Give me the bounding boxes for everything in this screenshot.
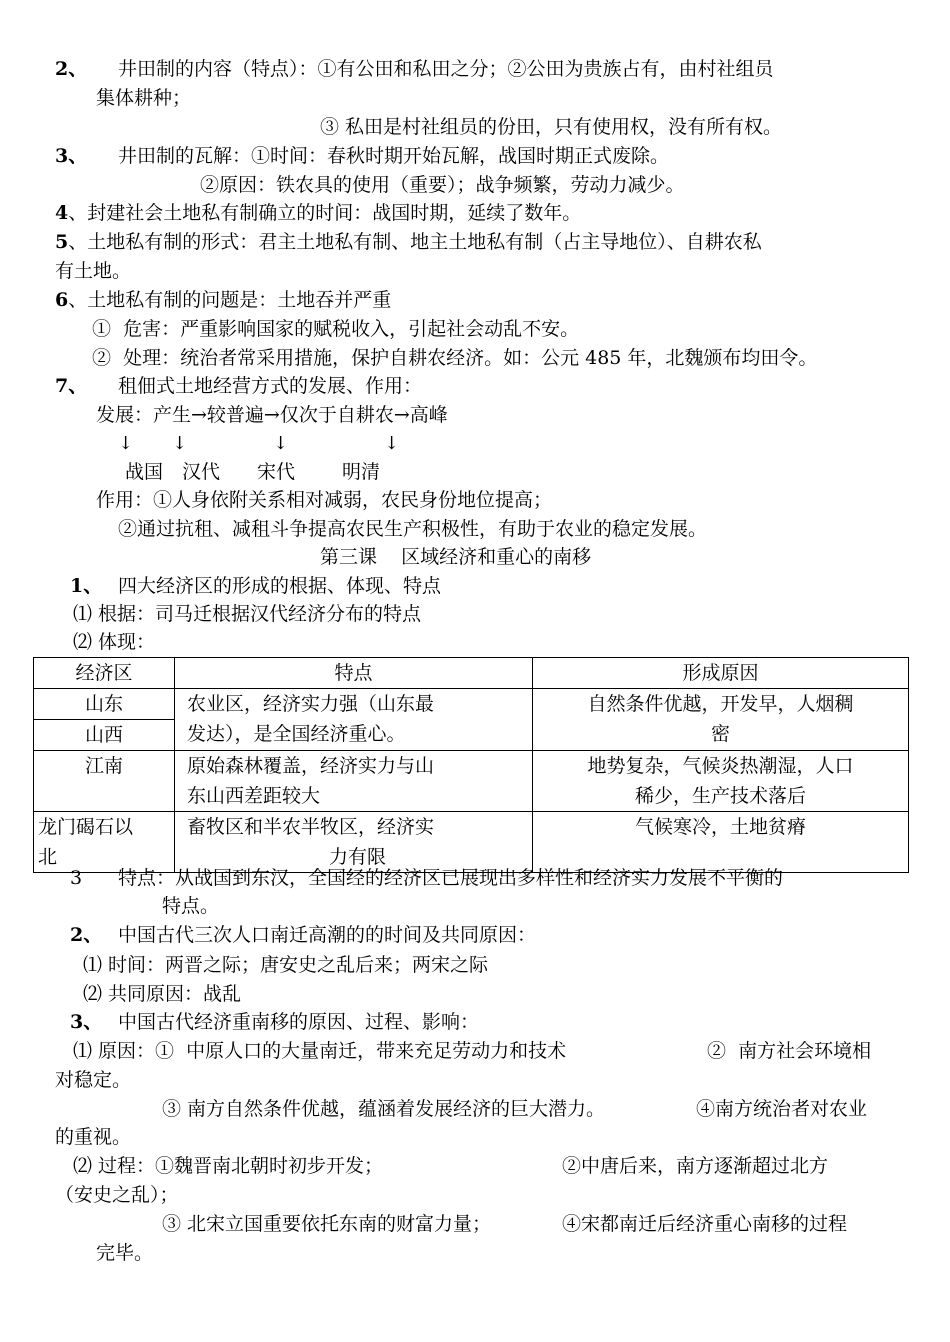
period-song: 宋代 — [257, 461, 296, 483]
period-warring-states: 战国 — [125, 461, 164, 483]
q3-process-2-cont: （安史之乱）； — [55, 1184, 179, 1206]
q1-number: 1、 — [70, 575, 103, 597]
well-field-collapse-line2: ②原因：铁农具的使用（重要）；战争频繁，劳动力减少。 — [200, 174, 685, 196]
period-han: 汉代 — [182, 461, 221, 483]
feature-cell: 原始森林覆盖，经济实力与山 东山西差距较大 — [175, 751, 533, 812]
economic-regions-table — [33, 657, 909, 873]
q2-time: ⑴ 时间：两晋之际；唐安史之乱后来；两宋之际 — [83, 954, 489, 976]
tenancy-title: 租佃式土地经营方式的发展、作用： — [118, 375, 423, 397]
q1-feature-number: 3 — [70, 867, 83, 889]
region-jiangnan: 江南 — [34, 751, 175, 812]
item-6-measure: ② 处理：统治者常采用措施，保护自耕农经济。如：公元 485 年，北魏颁布均田令。 — [92, 347, 818, 369]
tenancy-effect-2: ②通过抗租、减租斗争提高农民生产积极性，有助于农业的稳定发展。 — [118, 518, 708, 540]
cause-cell: 自然条件优越，开发早，人烟稠 密 — [533, 689, 909, 751]
cause-cell: 地势复杂，气候炎热潮湿，人口 稀少，生产技术落后 — [533, 751, 909, 812]
down-arrow-icon: ↓ — [273, 433, 289, 454]
q2-number: 2、 — [70, 924, 103, 946]
down-arrow-icon: ↓ — [118, 433, 134, 454]
item-number-3: 3、 — [55, 145, 88, 167]
item-number-7: 7、 — [55, 375, 88, 397]
down-arrow-icon: ↓ — [172, 433, 188, 454]
item-6-harm: ① 危害：严重影响国家的赋税收入，引起社会动乱不安。 — [92, 318, 580, 340]
well-field-content-line1: 井田制的内容（特点）：①有公田和私田之分；②公田为贵族占有，由村社组员 — [118, 58, 774, 80]
lesson-title: 第三课 区域经济和重心的南移 — [320, 546, 592, 568]
feature-cell: 畜牧区和半农半牧区，经济实 力有限 — [175, 812, 533, 873]
well-field-collapse-line1: 井田制的瓦解：①时间：春秋时期开始瓦解，战国时期正式废除。 — [118, 145, 670, 167]
table-header-row — [34, 658, 909, 689]
table-row — [34, 812, 909, 873]
q3-number: 3、 — [70, 1011, 103, 1033]
item-5-line2: 有土地。 — [55, 260, 132, 282]
tenancy-effect-1: 作用：①人身依附关系相对减弱，农民身份地位提高； — [96, 489, 553, 511]
down-arrow-icon: ↓ — [384, 433, 400, 454]
region-shandong: 山东 — [34, 689, 175, 720]
tenancy-development: 发展：产生→较普遍→仅次于自耕农→高峰 — [96, 404, 448, 426]
q3-cause-1: ⑴ 原因：① 中原人口的大量南迁，带来充足劳动力和技术 — [73, 1040, 567, 1062]
q3-process-4-cont: 完毕。 — [96, 1242, 154, 1264]
q2-title: 中国古代三次人口南迁高潮的的时间及共同原因： — [118, 924, 537, 946]
table-row — [34, 751, 909, 812]
header-region: 经济区 — [34, 658, 175, 689]
q1-feature-line2: 特点。 — [162, 895, 220, 917]
q3-cause-4: ④南方统治者对农业 — [696, 1098, 868, 1120]
q3-process-1: ⑵ 过程：①魏晋南北朝时初步开发； — [73, 1155, 384, 1177]
item-4: 4、封建社会土地私有制确立的时间：战国时期，延续了数年。 — [55, 202, 582, 224]
q3-cause-2-cont: 对稳定。 — [55, 1069, 132, 1091]
period-ming-qing: 明清 — [342, 461, 381, 483]
q1-basis: ⑴ 根据：司马迁根据汉代经济分布的特点 — [73, 603, 422, 625]
cause-cell: 气候寒冷，土地贫瘠 — [533, 812, 909, 873]
item-number-2: 2、 — [55, 58, 88, 80]
q3-title: 中国古代经济重南移的原因、过程、影响： — [118, 1011, 480, 1033]
q3-cause-3: ③ 南方自然条件优越，蕴涵着发展经济的巨大潜力。 — [162, 1098, 606, 1120]
region-north: 龙门碣石以 北 — [34, 812, 175, 873]
q3-cause-4-cont: 的重视。 — [55, 1126, 132, 1148]
well-field-content-line2: 集体耕种； — [96, 87, 192, 109]
q1-embody: ⑵ 体现： — [73, 631, 156, 653]
q1-title: 四大经济区的形成的根据、体现、特点 — [118, 575, 442, 597]
q2-cause: ⑵ 共同原因：战乱 — [83, 983, 242, 1005]
q1-feature-line1: 特点：从战国到东汉，全国经的经济区已展现出多样性和经济实力发展不平衡的 — [118, 867, 784, 889]
q3-process-3: ③ 北宋立国重要依托东南的财富力量； — [162, 1213, 492, 1235]
q3-process-4: ④宋都南迁后经济重心南移的过程 — [562, 1213, 848, 1235]
table-row — [34, 689, 909, 720]
q3-cause-2: ② 南方社会环境相 — [707, 1040, 872, 1062]
item-6-line1: 6、土地私有制的问题是：土地吞并严重 — [55, 289, 392, 311]
q3-process-2: ②中唐后来，南方逐渐超过北方 — [562, 1155, 829, 1177]
item-5-line1: 5、土地私有制的形式：君主土地私有制、地主土地私有制（占主导地位）、自耕农私 — [55, 231, 762, 253]
feature-cell: 农业区，经济实力强（山东最 发达），是全国经济重心。 — [175, 689, 533, 751]
header-cause: 形成原因 — [533, 658, 909, 689]
well-field-content-line3: ③ 私田是村社组员的份田，只有使用权，没有所有权。 — [320, 116, 783, 138]
header-feature: 特点 — [175, 658, 533, 689]
region-shanxi: 山西 — [34, 720, 175, 751]
